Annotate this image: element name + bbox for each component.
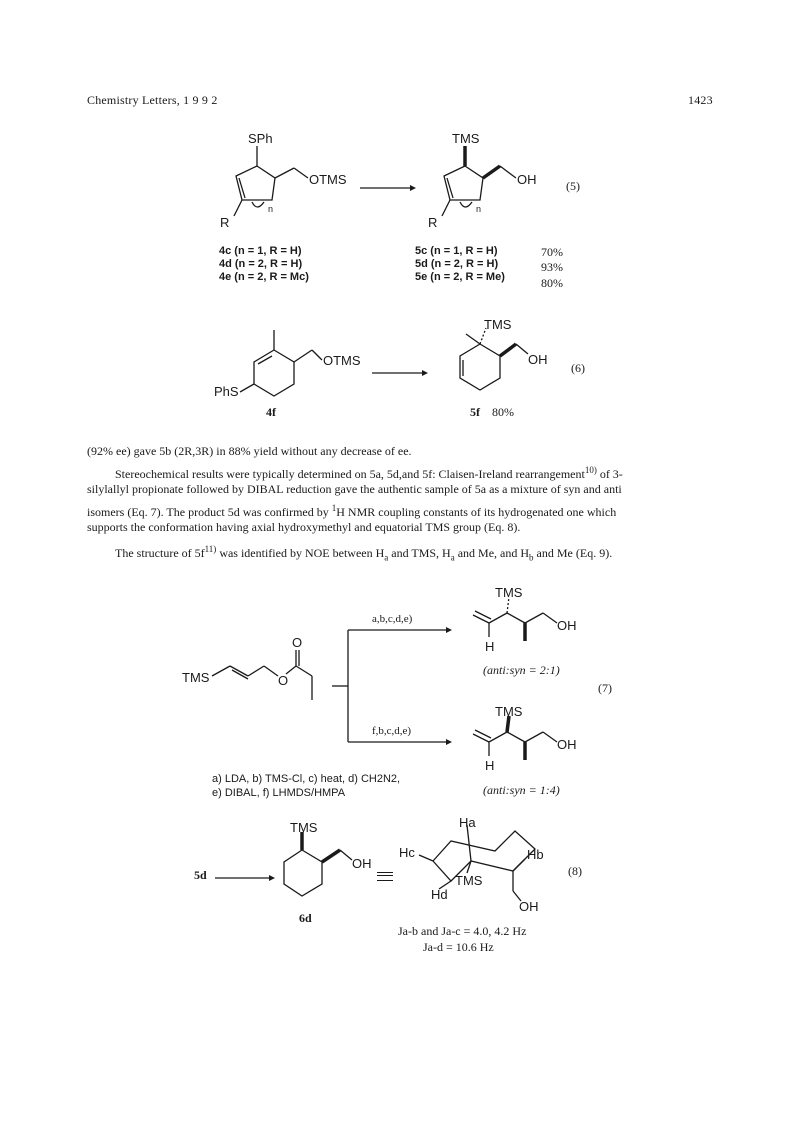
body-line-5: supports the conformation having axial hydroxymethyl and equatorial TMS group (Eq. 8). xyxy=(87,520,521,534)
carbonyl-o-label: O xyxy=(292,635,303,650)
body-text-segment: was identified by NOE between H xyxy=(216,546,385,560)
eq5-product-structure xyxy=(420,128,560,238)
tms-label: TMS xyxy=(452,131,480,146)
eq5-product-list-item: 5e (n = 2, R = Me) xyxy=(415,271,505,283)
upper-ratio: (anti:syn = 2:1) xyxy=(483,663,560,677)
eq5-yield: 70% xyxy=(541,245,563,259)
sph-label: SPh xyxy=(248,131,273,146)
tms-label: TMS xyxy=(182,670,210,685)
eq7-number: (7) xyxy=(598,681,612,695)
tms-label: TMS xyxy=(455,873,483,888)
body-text-segment: isomers (Eq. 7). The product 5d was confirmed by xyxy=(87,505,332,519)
h-label: H xyxy=(485,758,495,773)
body-text-segment: Stereochemical results were typically determined on 5a, 5d,and 5f: Claisen-Ireland rearrangement xyxy=(115,467,585,481)
oh-label: OH xyxy=(528,352,548,367)
otms-label: OTMS xyxy=(309,172,347,187)
oh-label: OH xyxy=(557,618,577,633)
tms-label: TMS xyxy=(484,317,512,332)
eq5-product-list-item: 5d (n = 2, R = H) xyxy=(415,258,499,270)
compound-4f: 4f xyxy=(266,405,276,419)
coupling-constants-1: Ja-b and Ja-c = 4.0, 4.2 Hz xyxy=(398,924,527,938)
n-label: n xyxy=(476,204,482,214)
body-text-segment: The structure of 5f xyxy=(115,546,205,560)
tms-label: TMS xyxy=(495,704,523,719)
upper-conditions: a,b,c,d,e) xyxy=(372,613,413,625)
eq5-yield: 80% xyxy=(541,276,563,290)
hd-label: Hd xyxy=(431,887,448,902)
body-text-segment: of 3- xyxy=(596,467,623,481)
superscript-1: 1 xyxy=(331,503,337,513)
oh-label: OH xyxy=(352,856,372,871)
r-label: R xyxy=(220,215,230,230)
compound-5f: 5f xyxy=(470,405,480,419)
subscript: b xyxy=(529,552,534,563)
eq6-yield: 80% xyxy=(492,405,514,419)
eq5-reactant-list-item: 4c (n = 1, R = H) xyxy=(219,245,302,257)
journal-header: Chemistry Letters, 1 9 9 2 xyxy=(87,93,218,107)
otms-label: OTMS xyxy=(323,353,361,368)
hb-label: Hb xyxy=(527,847,544,862)
eq7-upper-product xyxy=(465,585,595,655)
oh-label: OH xyxy=(557,737,577,752)
body-line-6 xyxy=(115,540,612,567)
eq6-reactant-structure xyxy=(212,320,382,410)
eq6-product-structure xyxy=(440,316,580,406)
lower-ratio: (anti:syn = 1:4) xyxy=(483,783,560,797)
oh-label: OH xyxy=(519,899,539,914)
eq8-arrow xyxy=(213,870,277,888)
subscript: a xyxy=(450,552,455,563)
body-text-segment: and Me (Eq. 9). xyxy=(533,546,613,560)
hc-label: Hc xyxy=(399,845,415,860)
compound-6d: 6d xyxy=(299,911,312,925)
body-text-segment: and TMS, H xyxy=(388,546,451,560)
lower-conditions: f,b,c,d,e) xyxy=(372,725,412,737)
chair-conformation xyxy=(395,815,575,915)
h-label: H xyxy=(485,639,495,654)
eq8-number: (8) xyxy=(568,864,582,878)
eq5-product-list-item: 5c (n = 1, R = H) xyxy=(415,245,498,257)
tms-label: TMS xyxy=(495,585,523,600)
oh-label: OH xyxy=(517,172,537,187)
ha-label: Ha xyxy=(459,815,476,830)
body-line-3: silylallyl propionate followed by DIBAL reduction gave the authentic sample of 5a as a mixture of syn and anti xyxy=(87,482,622,496)
reference-10: 10) xyxy=(584,465,597,475)
body-text-segment: and Me, and H xyxy=(454,546,530,560)
tms-label: TMS xyxy=(290,820,318,835)
eq5-yield: 93% xyxy=(541,260,563,274)
phs-label: PhS xyxy=(214,384,239,399)
eq7-lower-product xyxy=(465,704,595,774)
eq7-reactant-structure xyxy=(178,630,328,710)
body-line-1: (92% ee) gave 5b (2R,3R) in 88% yield without any decrease of ee. xyxy=(87,444,412,458)
body-text-segment: H NMR coupling constants of its hydrogenated one which xyxy=(336,505,617,519)
eq6-arrow xyxy=(370,365,430,383)
n-label: n xyxy=(268,204,274,214)
r-label: R xyxy=(428,215,438,230)
reference-11: 11) xyxy=(204,544,217,554)
reagents-line-2: e) DIBAL, f) LHMDS/HMPA xyxy=(212,787,346,799)
eq5-reactant-list-item: 4d (n = 2, R = H) xyxy=(219,258,303,270)
eq8-product-structure xyxy=(280,822,390,912)
ester-o-label: O xyxy=(278,673,289,688)
equivalence-sign xyxy=(377,872,393,881)
eq6-number: (6) xyxy=(571,361,585,375)
reagents-line-1: a) LDA, b) TMS-Cl, c) heat, d) CH2N2, xyxy=(212,773,401,785)
page-number: 1423 xyxy=(688,93,713,107)
start-5d: 5d xyxy=(194,868,207,882)
eq5-number: (5) xyxy=(566,179,580,193)
coupling-constants-2: Ja-d = 10.6 Hz xyxy=(423,940,494,954)
eq5-reactant-structure xyxy=(212,128,362,238)
eq5-reactant-list-item: 4e (n = 2, R = Mc) xyxy=(219,271,309,283)
subscript: a xyxy=(384,552,389,563)
eq5-arrow xyxy=(358,180,418,198)
